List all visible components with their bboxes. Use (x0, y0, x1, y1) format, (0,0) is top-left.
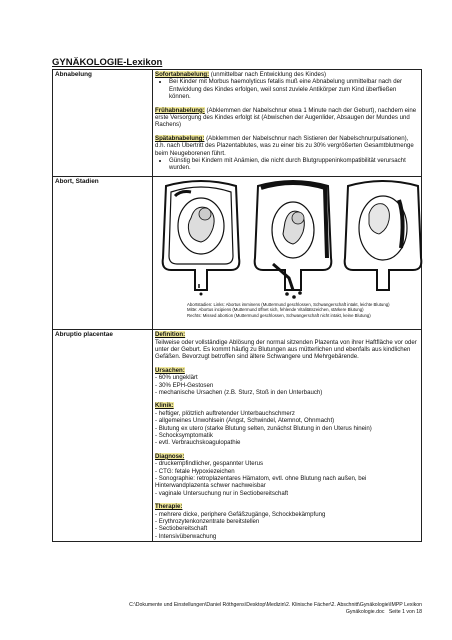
heading-ursachen: Ursachen: (155, 366, 185, 374)
list-item: - Schocksymptomatik (155, 431, 213, 439)
heading-spaetabnabelung: Spätabnabelung: (155, 134, 205, 142)
footer-page-number: Seite 1 von 18 (388, 608, 422, 615)
table-row (53, 70, 422, 177)
figure-caption (155, 302, 419, 318)
definition-abnabelung (153, 70, 422, 177)
list-item: - Sonographie: retroplazentares Hämatom, evtl. ohne Blutung nach außen, bei Hinterwandplazenta schwer nachweisbar (155, 475, 367, 490)
caption-line: Rechts: Missed abortion (Muttermund geschlossen, Schwangerschaft nicht intakt, keine Blutung) (187, 312, 371, 318)
list-item: - heftiger, plötzlich auftretender Unterbauchschmerz (155, 409, 295, 417)
list-item: - Sectiobereitschaft (155, 525, 208, 533)
list-item: - vaginale Untersuchung nur in Sectiobereitschaft (155, 489, 289, 497)
list-item: - CTG: fetale Hypoxiezeichen (155, 467, 235, 475)
term-abruptio-placentae: Abruptio placentae (53, 330, 153, 542)
heading-therapie: Therapie: (155, 503, 183, 511)
list-item: - mechanische Ursachen (z.B. Sturz, Stoß in den Unterbauch) (155, 388, 323, 396)
footer-path: C:\Dokumente und Einstellungen\Daniel Röthgens\Desktop\Medizin\2. Klinische Fächer\2. Abschnitt\Gynäkologie\IMPP Lexikon (129, 602, 422, 608)
list-item: - Erythrozytenkonzentrate bereitstellen (155, 518, 260, 526)
definition-text: Teilweise oder vollständige Ablösung der normal sitzenden Plazenta von ihrer Haftfläche vor oder unter der Geburt. Es kommt häufig zu Blutungen aus mütterlichen und ebenfalls aus kindlichen Gefäßen. Bevorzugt betroffen sind ältere Schwangere und Mehrgebärende. (155, 338, 417, 361)
list-item: • Bei Kinder mit Morbus haemolyticus fetalis muß eine Abnabelung unmittelbar nach der Entwicklung des Kindes erfolgen, weil sonst zuviele Antikörper zum Kind überfließen können. (169, 78, 419, 100)
heading-klinik: Klinik: (155, 402, 174, 410)
page-footer (40, 602, 422, 615)
list-item: - mehrere dicke, periphere Gefäßzugänge, Schockbekämpfung (155, 510, 326, 518)
text-sofortabnabelung: (unmittelbar nach Entwicklung des Kindes) (209, 71, 327, 78)
term-abnabelung: Abnabelung (53, 70, 153, 177)
heading-diagnose: Diagnose: (155, 452, 185, 460)
paragraph-fruehabnabelung (155, 107, 419, 129)
heading-sofortabnabelung: Sofortabnabelung: (155, 71, 210, 78)
definition-abort-stadien (153, 176, 422, 329)
text-spaetabnabelung: (Abklemmen der Nabelschnur nach Sistieren der Nabelschnurpulsationen), d.h. nach Übertritt des Plazentablutes, was zu einer bis zu 30% vergrößerten Gesamtblutmenge beim Neugeborenen führt. (155, 134, 414, 157)
list-item: - evtl. Verbrauchskoagulopathie (155, 439, 241, 447)
list-item: - allgemeines Unwohlsein (Angst, Schwindel, Atemnot, Ohnmacht) (155, 417, 335, 425)
paragraph-spaetabnabelung (155, 135, 419, 157)
heading-definition: Definition: (155, 331, 186, 339)
caption-line: Mitte: Abortus incipiens (Muttermund öffnet sich, fehlende Vitalitätszeichen, stärkere Blutung) (187, 307, 364, 313)
heading-fruehabnabelung: Frühabnabelung: (155, 106, 205, 114)
bullet-list (155, 157, 419, 172)
bullet-list (155, 78, 419, 100)
list-item: - Intensivüberwachung (155, 532, 217, 540)
term-abort-stadien: Abort, Stadien (53, 176, 153, 329)
table-row (53, 176, 422, 329)
list-item: • Günstig bei Kindern mit Anämien, die nicht durch Blutgruppeninkompatibilität verursacht wurden. (169, 157, 419, 172)
list-item: - 30% EPH-Gestosen (155, 381, 214, 389)
table-row (53, 330, 422, 542)
lexicon-table (52, 69, 422, 542)
footer-filename: Gynäkologie.doc (345, 608, 385, 615)
list-item: - Blutung ex utero (starke Blutung selten, zunächst Blutung in den Uterus hinein) (155, 424, 372, 432)
page-title: GYNÄKOLOGIE-Lexikon (52, 57, 163, 68)
uterus-illustration-icon (155, 178, 427, 302)
definition-abruptio-placentae (153, 330, 422, 542)
list-item: - druckempfindlicher, gespannter Uterus (155, 460, 264, 468)
list-item: - 60% ungeklärt (155, 374, 198, 382)
footer-file-info (40, 609, 422, 616)
caption-line: Abortstadien: Links: Abortus imminens (Muttermund geschlossen, Schwangerschaft intakt, leichte Blutung) (187, 301, 390, 307)
paragraph-sofortabnabelung (155, 71, 419, 78)
abort-stages-illustration (155, 178, 419, 302)
text-fruehabnabelung: (Abklemmen der Nabelschnur etwa 1 Minute nach der Geburt), nachdem eine erste Versorgung des Kindes erfolgt ist (Abwischen der Augenlider, Absaugen der Mundes und Rachens) (155, 106, 417, 129)
